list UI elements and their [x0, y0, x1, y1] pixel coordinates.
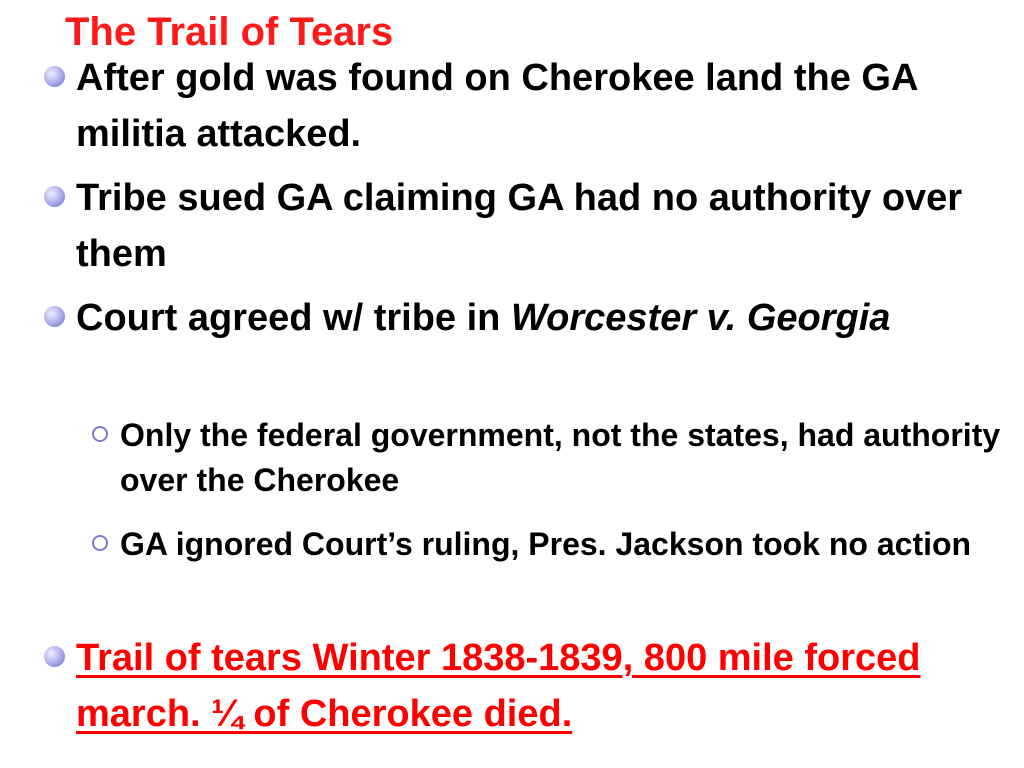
emphasis-text: Trail of tears Winter 1838-1839, 800 mile forced march. ¼ of Cherokee died. [76, 637, 921, 735]
sub-bullet-text: GA ignored Court’s ruling, Pres. Jackson took no action [120, 526, 972, 562]
case-name: Worcester v. Georgia [510, 297, 891, 339]
bullet-dot-icon [44, 646, 65, 667]
bullet-dot-icon [44, 306, 65, 327]
sub-bullet-item [120, 413, 1010, 503]
bullet-dot-icon [44, 66, 65, 87]
bullet-item [76, 290, 1006, 346]
bullet-dot-icon [44, 186, 65, 207]
bullet-item [76, 50, 1006, 162]
bullet-text: After gold was found on Cherokee land the GA militia attacked. [76, 57, 917, 155]
sub-bullet-text: Only the federal government, not the states, had authority over the Cherokee [120, 417, 1001, 498]
bullet-ring-icon [92, 426, 108, 442]
bullet-item [76, 630, 1006, 742]
sub-bullet-item [120, 522, 1010, 567]
bullet-text: Tribe sued GA claiming GA had no authority over them [76, 177, 963, 275]
bullet-text: Court agreed w/ tribe in [76, 297, 511, 339]
slide-title: The Trail of Tears [65, 10, 394, 54]
bullet-item [76, 170, 1006, 282]
bullet-ring-icon [92, 535, 108, 551]
